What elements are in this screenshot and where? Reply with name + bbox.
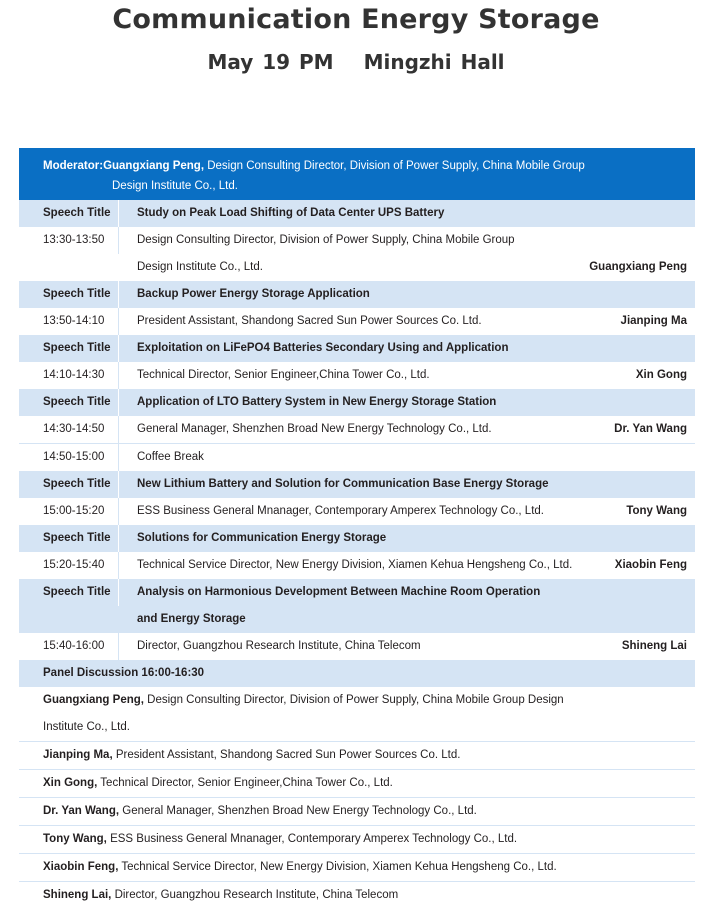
speech-title-row <box>19 471 695 498</box>
panel-member-desc: President Assistant, Shandong Sacred Sun Power Sources Co. Ltd. <box>112 749 461 761</box>
speaker-affiliation: President Assistant, Shandong Sacred Sun Power Sources Co. Ltd. <box>137 315 482 327</box>
speech-title: Backup Power Energy Storage Application <box>137 288 370 300</box>
speech-title: New Lithium Battery and Solution for Communication Base Energy Storage <box>137 478 549 490</box>
speaker-name: Dr. Yan Wang <box>614 423 687 435</box>
panel-member-desc: Technical Director, Senior Engineer,China Tower Co., Ltd. <box>97 777 393 789</box>
speech-label: Speech Title <box>19 525 119 552</box>
speech-title-row <box>19 200 695 227</box>
panel-member <box>19 741 695 769</box>
panel-member-name: Tony Wang, <box>43 833 107 845</box>
panel-member <box>19 797 695 825</box>
speech-title-row <box>19 579 695 633</box>
agenda-table <box>19 148 695 909</box>
time-slot: 13:50-14:10 <box>19 308 119 335</box>
time-slot: 15:00-15:20 <box>19 498 119 525</box>
panel-member-name: Guangxiang Peng, <box>43 694 144 706</box>
speech-title-row <box>19 525 695 552</box>
speaker-details <box>119 362 695 389</box>
speech-title-block <box>119 579 695 633</box>
break-row <box>19 443 695 471</box>
speech-title-row <box>19 281 695 308</box>
panel-member-desc: Design Consulting Director, Division of Power Supply, China Mobile Group Design <box>143 694 564 706</box>
panel-member <box>19 881 695 909</box>
speech-title: Solutions for Communication Energy Storage <box>137 532 387 544</box>
panel-member <box>19 825 695 853</box>
speaker-row <box>19 308 695 335</box>
speaker-name: Guangxiang Peng <box>589 261 687 273</box>
speaker-affiliation-cont: Design Institute Co., Ltd. <box>137 261 263 273</box>
speaker-affiliation: Director, Guangzhou Research Institute, China Telecom <box>137 640 421 652</box>
moderator-name: Guangxiang Peng, <box>103 160 205 172</box>
time-slot: 13:30-13:50 <box>19 227 119 254</box>
speech-title: Exploitation on LiFePO4 Batteries Secondary Using and Application <box>137 342 509 354</box>
speech-title-cont: and Energy Storage <box>137 613 246 625</box>
speech-title: Analysis on Harmonious Development Between Machine Room Operation <box>137 586 541 598</box>
speaker-affiliation: Design Consulting Director, Division of Power Supply, China Mobile Group <box>137 234 515 246</box>
page-title: Communication Energy Storage <box>112 4 600 35</box>
panel-member-name: Xin Gong, <box>43 777 98 789</box>
time-slot: 15:40-16:00 <box>19 633 119 660</box>
panel-member-name: Shineng Lai, <box>43 889 112 901</box>
speaker-details <box>119 633 695 660</box>
session-date: May 19 PM <box>207 50 334 74</box>
panel-member-name: Dr. Yan Wang, <box>43 805 120 817</box>
speech-label: Speech Title <box>19 579 119 606</box>
speaker-name: Jianping Ma <box>620 315 687 327</box>
speaker-details <box>119 227 695 281</box>
speaker-details <box>119 552 695 579</box>
speaker-name: Xin Gong <box>635 369 687 381</box>
speech-title-row <box>19 335 695 362</box>
speech-label: Speech Title <box>19 281 119 308</box>
speech-label: Speech Title <box>19 389 119 416</box>
speaker-row <box>19 633 695 660</box>
speaker-row <box>19 362 695 389</box>
panel-member <box>19 687 695 741</box>
moderator-line-1 <box>43 156 685 176</box>
speaker-name: Xiaobin Feng <box>614 559 687 571</box>
panel-member-desc: ESS Business General Mnanager, Contemporary Amperex Technology Co., Ltd. <box>106 833 518 845</box>
panel-member-desc-cont: Institute Co., Ltd. <box>43 721 130 733</box>
panel-member <box>19 853 695 881</box>
moderator-line-2: Design Institute Co., Ltd. <box>112 180 238 192</box>
speech-label: Speech Title <box>19 471 119 498</box>
break-time: 14:50-15:00 <box>19 444 119 471</box>
session-info <box>0 50 712 74</box>
speech-title: Study on Peak Load Shifting of Data Center UPS Battery <box>137 207 445 219</box>
speaker-affiliation: Technical Director, Senior Engineer,China Tower Co., Ltd. <box>137 369 430 381</box>
speech-title: Application of LTO Battery System in New Energy Storage Station <box>137 396 497 408</box>
speaker-affiliation: ESS Business General Mnanager, Contemporary Amperex Technology Co., Ltd. <box>137 505 544 517</box>
speaker-details <box>119 498 695 525</box>
speaker-details <box>119 416 695 443</box>
panel-member <box>19 769 695 797</box>
break-label: Coffee Break <box>137 451 204 463</box>
time-slot: 15:20-15:40 <box>19 552 119 579</box>
speaker-name: Shineng Lai <box>621 640 687 652</box>
moderator-label: Moderator: <box>43 160 104 172</box>
speaker-affiliation: Technical Service Director, New Energy Division, Xiamen Kehua Hengsheng Co., Ltd. <box>137 559 573 571</box>
session-venue: Mingzhi Hall <box>363 50 505 74</box>
speech-label: Speech Title <box>19 335 119 362</box>
panel-member-name: Xiaobin Feng, <box>43 861 119 873</box>
speaker-row <box>19 227 695 281</box>
speech-title-row <box>19 389 695 416</box>
speaker-row <box>19 498 695 525</box>
panel-member-desc: Director, Guangzhou Research Institute, China Telecom <box>111 889 399 901</box>
speaker-affiliation: General Manager, Shenzhen Broad New Energy Technology Co., Ltd. <box>137 423 492 435</box>
speaker-row <box>19 416 695 443</box>
panel-member-desc: General Manager, Shenzhen Broad New Energy Technology Co., Ltd. <box>119 805 477 817</box>
time-slot: 14:30-14:50 <box>19 416 119 443</box>
speech-label: Speech Title <box>19 200 119 227</box>
panel-heading: Panel Discussion 16:00-16:30 <box>19 660 695 687</box>
moderator-banner <box>19 148 695 200</box>
moderator-affiliation: Design Consulting Director, Division of Power Supply, China Mobile Group <box>204 160 585 172</box>
speaker-details <box>119 308 695 335</box>
speaker-name: Tony Wang <box>626 505 687 517</box>
panel-member-desc: Technical Service Director, New Energy Division, Xiamen Kehua Hengsheng Co., Ltd. <box>118 861 557 873</box>
time-slot: 14:10-14:30 <box>19 362 119 389</box>
speaker-row <box>19 552 695 579</box>
panel-member-name: Jianping Ma, <box>43 749 113 761</box>
